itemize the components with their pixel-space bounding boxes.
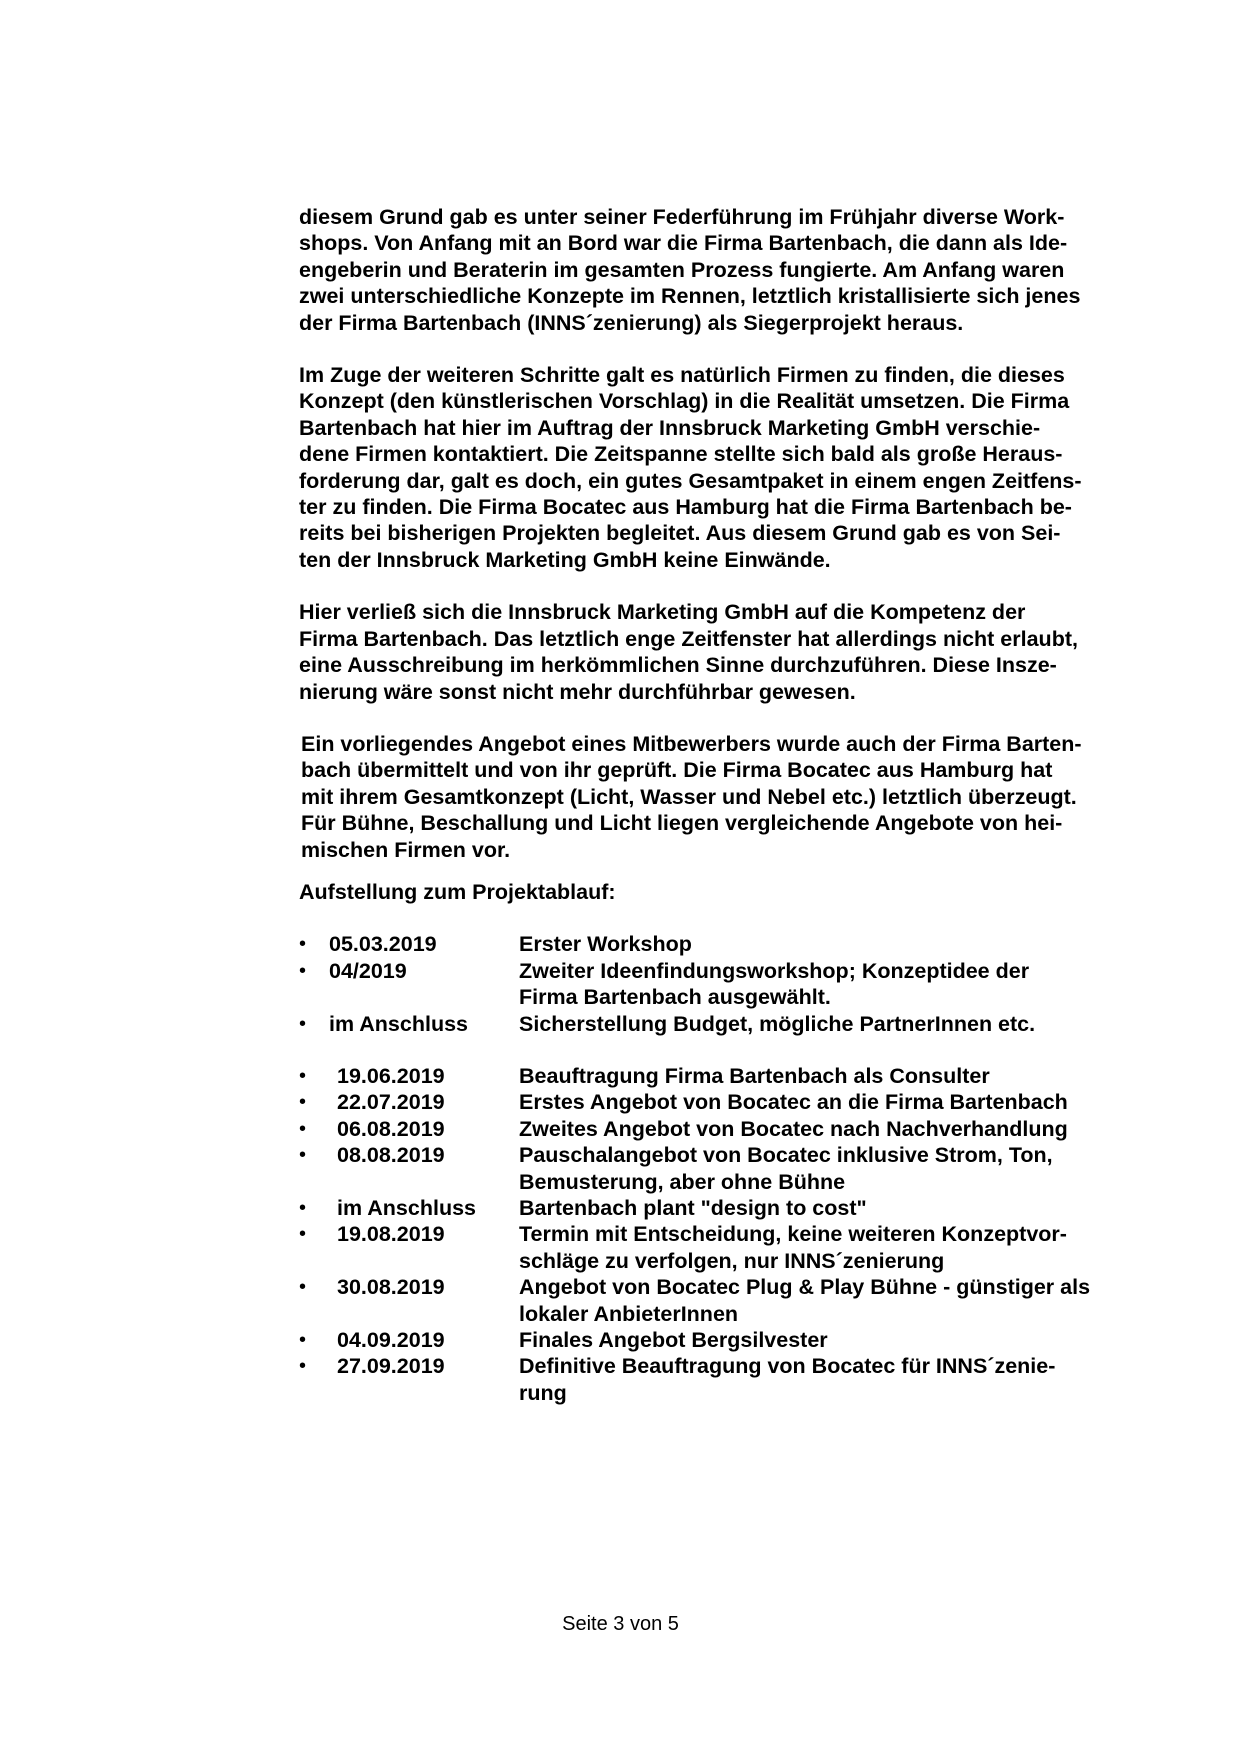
timeline-description	[519, 931, 1135, 957]
timeline-group-2	[299, 1063, 1135, 1406]
timeline-row	[299, 1116, 1135, 1142]
timeline-description	[519, 1353, 1135, 1406]
timeline-description-line: Sicherstellung Budget, mögliche PartnerInnen etc.	[519, 1011, 1036, 1036]
timeline-description-line: Firma Bartenbach ausgewählt.	[519, 985, 831, 1010]
paragraph-line: zwei unterschiedliche Konzepte im Rennen, letztlich kristallisierte sich jenes	[299, 284, 1081, 309]
bullet-icon: •	[299, 1064, 307, 1087]
timeline-row	[299, 1327, 1135, 1353]
timeline-description	[519, 958, 1135, 1011]
timeline-description	[519, 1274, 1135, 1327]
timeline-row	[299, 1089, 1135, 1115]
timeline-row	[299, 958, 1135, 1011]
timeline-date: 30.08.2019	[337, 1275, 445, 1300]
bullet-icon: •	[299, 959, 307, 982]
timeline-row	[299, 1221, 1135, 1274]
timeline-date: 05.03.2019	[329, 932, 437, 957]
timeline-description-line: rung	[519, 1380, 567, 1405]
paragraph-line: diesem Grund gab es unter seiner Federführung im Frühjahr diverse Work-	[299, 205, 1065, 229]
timeline-description-line: Erster Workshop	[519, 932, 692, 957]
timeline-date: 19.06.2019	[337, 1063, 445, 1088]
paragraph-2	[299, 362, 1135, 573]
timeline-description-line: Erstes Angebot von Bocatec an die Firma Bartenbach	[519, 1090, 1068, 1115]
timeline-description-line: Beauftragung Firma Bartenbach als Consulter	[519, 1063, 990, 1088]
bullet-icon: •	[299, 1329, 307, 1352]
bullet-icon: •	[299, 1276, 307, 1299]
bullet-icon: •	[299, 1117, 307, 1140]
timeline-date: 04.09.2019	[337, 1328, 445, 1353]
timeline-description	[519, 1116, 1135, 1142]
timeline-description-line: Finales Angebot Bergsilvester	[519, 1328, 828, 1353]
paragraph-line: der Firma Bartenbach (INNS´zenierung) als Siegerprojekt heraus.	[299, 310, 964, 335]
timeline-date: 22.07.2019	[337, 1090, 445, 1115]
timeline-description-line: schläge zu verfolgen, nur INNS´zenierung	[519, 1248, 945, 1273]
timeline-row	[299, 1142, 1135, 1195]
paragraph-line: Hier verließ sich die Innsbruck Marketing GmbH auf die Kompetenz der	[299, 600, 1026, 625]
timeline-description-line: Angebot von Bocatec Plug & Play Bühne - günstiger als	[519, 1275, 1091, 1300]
paragraph-line: eine Ausschreibung im herkömmlichen Sinne durchzuführen. Diese Insze-	[299, 653, 1057, 678]
paragraph-line: Für Bühne, Beschallung und Licht liegen vergleichende Angebote von hei-	[301, 811, 1063, 836]
timeline-date: 27.09.2019	[337, 1354, 445, 1379]
bullet-icon: •	[299, 933, 307, 956]
timeline-description-line: Zweites Angebot von Bocatec nach Nachverhandlung	[519, 1116, 1068, 1141]
paragraph-4	[299, 731, 1135, 863]
paragraph-line: mischen Firmen vor.	[301, 837, 511, 862]
paragraph-line: ter zu finden. Die Firma Bocatec aus Hamburg hat die Firma Bartenbach be-	[299, 495, 1072, 520]
timeline-description-line: lokaler AnbieterInnen	[519, 1301, 739, 1326]
timeline-heading: Aufstellung zum Projektablauf:	[299, 879, 616, 904]
timeline-description	[519, 1142, 1135, 1195]
timeline-description	[519, 1195, 1135, 1221]
timeline-date: im Anschluss	[337, 1196, 476, 1220]
paragraph-line: forderung dar, galt es doch, ein gutes Gesamtpaket in einem engen Zeitfens-	[299, 468, 1082, 493]
timeline-date: 04/2019	[329, 958, 407, 983]
paragraph-line: dene Firmen kontaktiert. Die Zeitspanne stellte sich bald als große Heraus-	[299, 442, 1063, 467]
timeline-description-line: Pauschalangebot von Bocatec inklusive Strom, Ton,	[519, 1143, 1053, 1168]
timeline-row	[299, 1274, 1135, 1327]
bullet-icon: •	[299, 1144, 307, 1167]
timeline-description	[519, 1011, 1135, 1037]
timeline-description-line: Bartenbach plant "design to cost"	[519, 1196, 867, 1220]
timeline-description-line: Zweiter Ideenfindungsworkshop; Konzeptidee der	[519, 958, 1030, 983]
page-number: Seite 3 von 5	[562, 1613, 679, 1635]
timeline-description	[519, 1221, 1135, 1274]
paragraph-line: shops. Von Anfang mit an Bord war die Firma Bartenbach, die dann als Ide-	[299, 231, 1068, 256]
paragraph-line: Bartenbach hat hier im Auftrag der Innsbruck Marketing GmbH verschie-	[299, 415, 1041, 440]
timeline-description	[519, 1327, 1135, 1353]
paragraph-line: Im Zuge der weiteren Schritte galt es natürlich Firmen zu finden, die dieses	[299, 363, 1065, 388]
timeline-row	[299, 1011, 1135, 1037]
paragraph-line: nierung wäre sonst nicht mehr durchführbar gewesen.	[299, 679, 856, 704]
timeline-description-line: Termin mit Entscheidung, keine weiteren Konzeptvor-	[519, 1222, 1067, 1247]
timeline-date: 08.08.2019	[337, 1143, 445, 1168]
paragraph-line: reits bei bisherigen Projekten begleitet. Aus diesem Grund gab es von Sei-	[299, 521, 1061, 546]
paragraph-line: Ein vorliegendes Angebot eines Mitbewerbers wurde auch der Firma Barten-	[301, 731, 1082, 756]
timeline-date: 06.08.2019	[337, 1116, 445, 1141]
timeline-description-line: Definitive Beauftragung von Bocatec für INNS´zenie-	[519, 1354, 1056, 1379]
paragraph-1	[299, 204, 1135, 336]
timeline-date: im Anschluss	[329, 1011, 468, 1036]
paragraph-line: mit ihrem Gesamtkonzept (Licht, Wasser und Nebel etc.) letztlich überzeugt.	[301, 784, 1077, 809]
paragraph-line: engeberin und Beraterin im gesamten Prozess fungierte. Am Anfang waren	[299, 257, 1065, 282]
paragraph-line: ten der Innsbruck Marketing GmbH keine Einwände.	[299, 547, 831, 572]
timeline-description-line: Bemusterung, aber ohne Bühne	[519, 1169, 846, 1194]
paragraph-line: bach übermittelt und von ihr geprüft. Die Firma Bocatec aus Hamburg hat	[301, 758, 1053, 783]
page-content	[299, 204, 1135, 1406]
paragraph-line: Firma Bartenbach. Das letztlich enge Zeitfenster hat allerdings nicht erlaubt,	[299, 626, 1078, 651]
bullet-icon: •	[299, 1197, 307, 1219]
paragraph-3	[299, 599, 1135, 705]
bullet-icon: •	[299, 1091, 307, 1114]
paragraph-line: Konzept (den künstlerischen Vorschlag) in die Realität umsetzen. Die Firma	[299, 389, 1070, 414]
timeline-group-1	[299, 931, 1135, 1037]
timeline-date: 19.08.2019	[337, 1222, 445, 1247]
timeline-row	[299, 931, 1135, 957]
timeline-row	[299, 1063, 1135, 1089]
timeline-description	[519, 1063, 1135, 1089]
project-timeline	[299, 931, 1135, 1406]
bullet-icon: •	[299, 1355, 307, 1378]
bullet-icon: •	[299, 1012, 307, 1035]
timeline-row	[299, 1353, 1135, 1406]
bullet-icon: •	[299, 1223, 307, 1246]
timeline-spacer	[299, 1037, 1135, 1063]
timeline-description	[519, 1089, 1135, 1115]
timeline-row	[299, 1195, 1135, 1221]
